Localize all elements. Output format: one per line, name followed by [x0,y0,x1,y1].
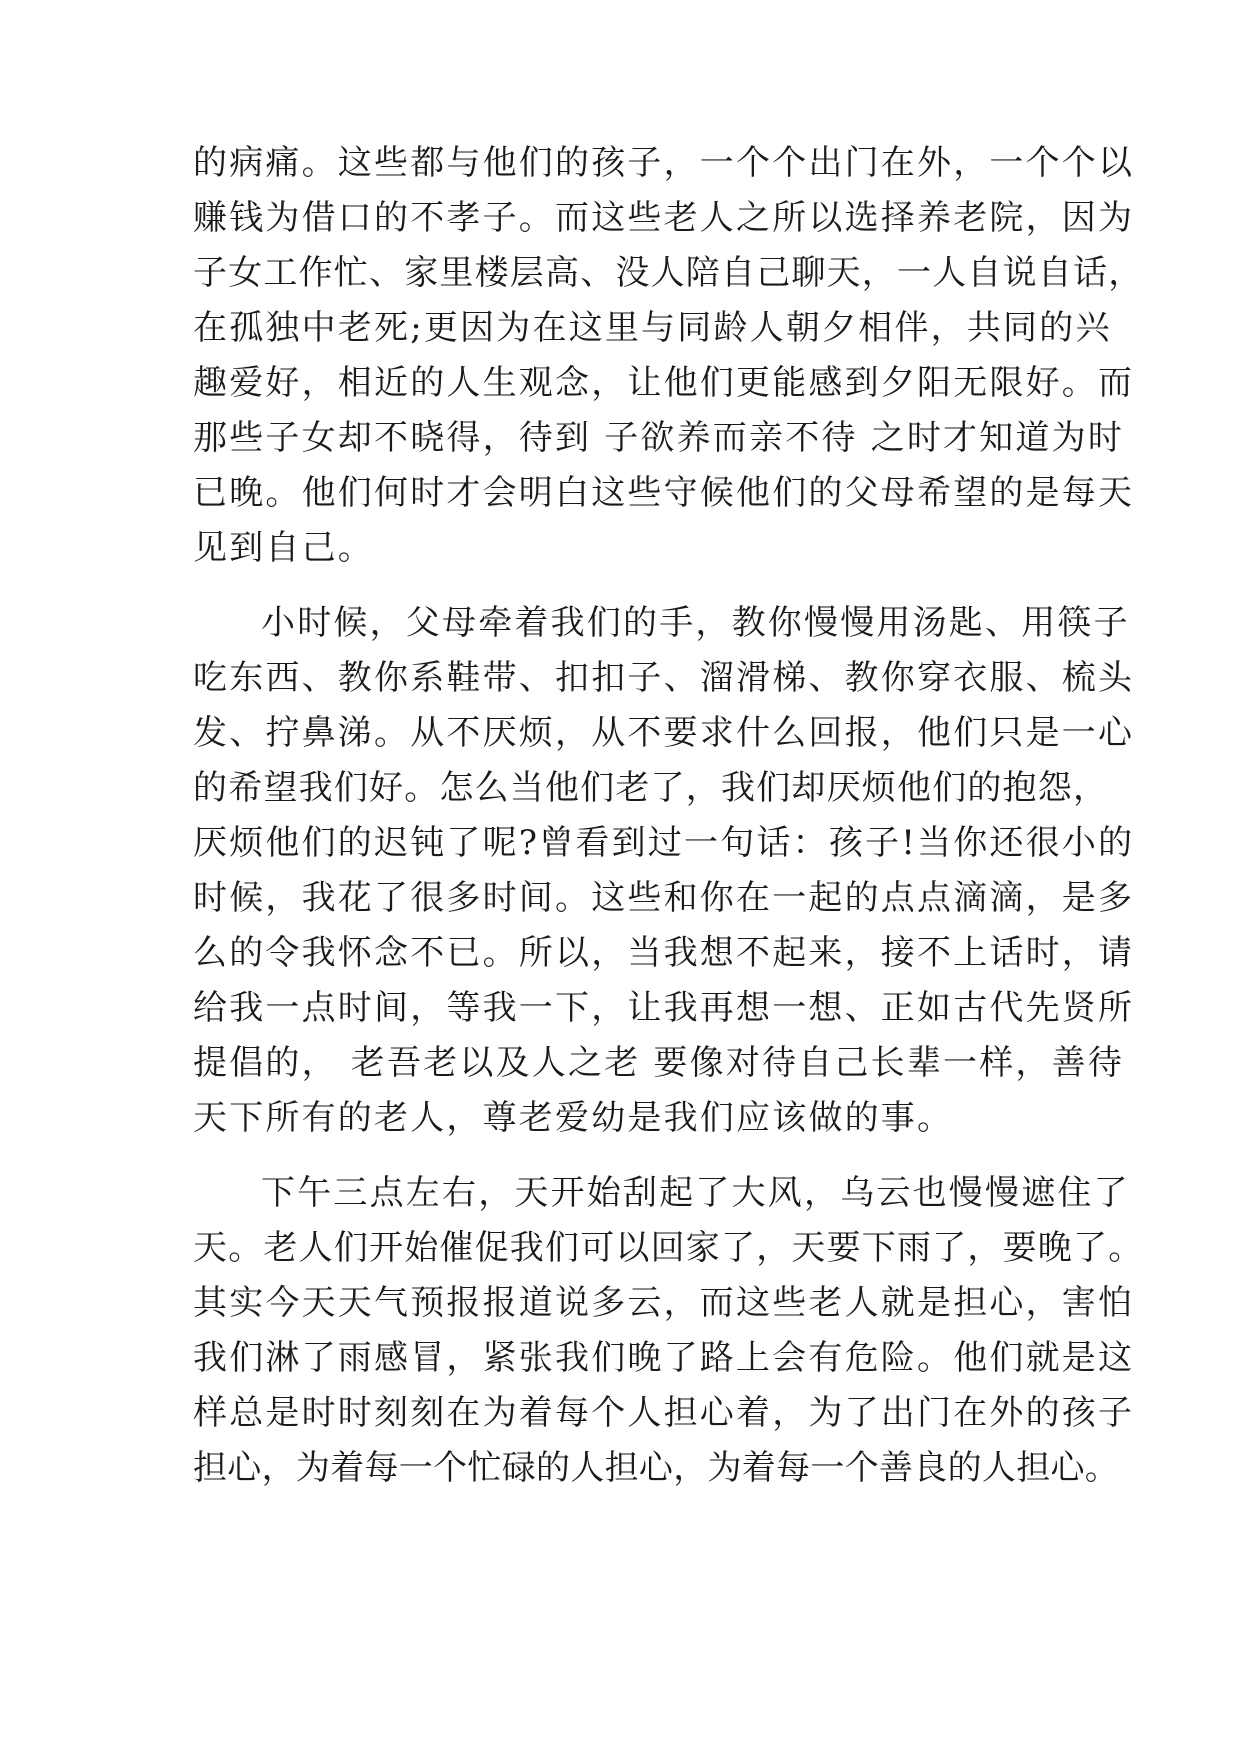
text-line: 赚钱为借口的不孝子。而这些老人之所以选择养老院，因为 [193,198,1135,238]
text-line: 发、拧鼻涕。从不厌烦，从不要求什么回报，他们只是一心 [193,713,1135,753]
text-line: 已晚。他们何时才会明白这些守候他们的父母希望的是每天 [193,473,1135,513]
text-line: 天。老人们开始催促我们可以回家了，天要下雨了，要晚了。 [193,1228,1144,1268]
text-line: 那些子女却不晓得，待到 子欲养而亲不待 之时才知道为时 [193,418,1125,458]
text-line: 担心，为着每一个忙碌的人担心，为着每一个善良的人担心。 [193,1448,1120,1488]
text-line: 时候，我花了很多时间。这些和你在一起的点点滴滴，是多 [193,878,1135,918]
text-line: 子女工作忙、家里楼层高、没人陪自己聊天，一人自说自话， [193,253,1144,293]
text-line: 吃东西、教你系鞋带、扣扣子、溜滑梯、教你穿衣服、梳头 [193,658,1135,698]
text-line: 其实今天天气预报报道说多云，而这些老人就是担心，害怕 [193,1283,1135,1323]
text-line: 我们淋了雨感冒，紧张我们晚了路上会有危险。他们就是这 [193,1338,1135,1378]
text-line: 见到自己。 [193,528,374,568]
text-line: 趣爱好，相近的人生观念，让他们更能感到夕阳无限好。而 [193,363,1135,403]
text-line: 给我一点时间，等我一下，让我再想一想、正如古代先贤所 [193,988,1135,1028]
text-line: 么的令我怀念不已。所以，当我想不起来，接不上话时，请 [193,933,1135,973]
text-line: 样总是时时刻刻在为着每个人担心着，为了出门在外的孩子 [193,1393,1135,1433]
text-line: 在孤独中老死;更因为在这里与同龄人朝夕相伴，共同的兴 [193,308,1112,348]
text-line: 的病痛。这些都与他们的孩子，一个个出门在外，一个个以 [193,143,1135,183]
text-line: 下午三点左右，天开始刮起了大风，乌云也慢慢遮住了 [261,1173,1130,1213]
text-line: 厌烦他们的迟钝了呢?曾看到过一句话：孩子!当你还很小的 [193,823,1135,863]
text-line: 提倡的， 老吾老以及人之老 要像对待自己长辈一样，善待 [193,1043,1125,1083]
text-line: 的希望我们好。怎么当他们老了，我们却厌烦他们的抱怨， [193,768,1109,808]
text-line: 天下所有的老人，尊老爱幼是我们应该做的事。 [193,1098,954,1138]
text-line: 小时候，父母牵着我们的手，教你慢慢用汤匙、用筷子 [261,603,1130,643]
